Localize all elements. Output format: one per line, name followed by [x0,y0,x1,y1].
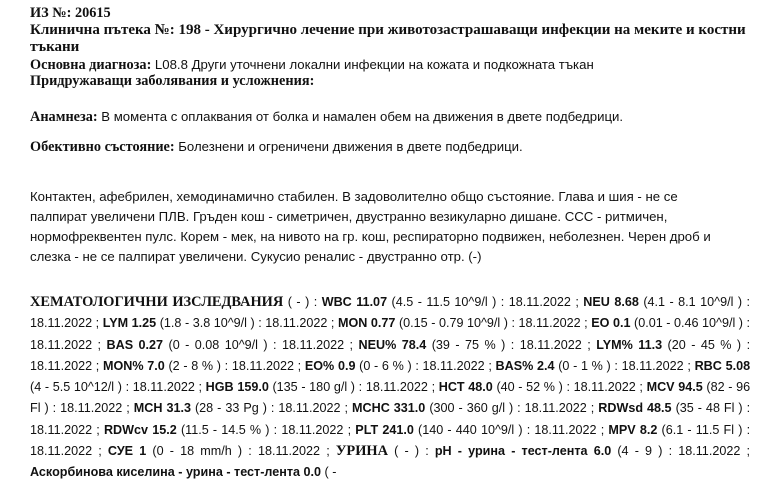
lab-test-date: 18.11.2022 [519,337,582,352]
lab-test-entry: BAS% 2.4 (0 - 1 % ) : 18.11.2022 ; [495,358,695,373]
lab-test-range: (0 - 1 % ) [558,358,611,373]
lab-test-range: (28 - 33 Pg ) [194,401,267,416]
lab-test-name: СУЕ [107,444,134,459]
lab-test-date: 18.11.2022 [132,380,195,395]
clinical-pathway-title: - Хирургично лечение при животозастрашаващи инфекции на меките и костни [200,22,746,38]
lab-test-entry [30,465,336,479]
lab-test-entry: MCV 94.5 (82 - 96 Fl ) : 18.11.2022 ; [30,380,751,416]
lab-test-value: 11.3 [638,337,663,352]
main-diagnosis-value: L08.8 Други уточнени локални инфекции на кожата и подкожната тъкан [154,57,594,72]
lab-test-date: 18.11.2022 [621,358,684,373]
lab-test-date: 18.11.2022 [278,401,341,416]
lab-test-value: 11.07 [356,295,388,309]
lab-test-value: 159.0 [237,380,269,395]
lab-test-entry: EO 0.1 (0.01 - 0.46 10^9/l ) : 18.11.2022 ; [30,316,751,352]
lab-test-entry: СУЕ 1 (0 - 18 mm/h ) : 18.11.2022 ; [107,444,336,459]
lab-test-name: WBC [321,295,352,309]
lab-test-value: 7.0 [147,358,165,373]
lab-test-name: NEU [583,295,610,309]
lab-test-name: pH - урина - тест-лента [434,444,588,459]
lab-test-range: (0.01 - 0.46 10^9/l ) [634,316,744,331]
clinical-pathway-title-cont: тъкани [30,39,80,55]
lab-test-range: (0 - 6 % ) [359,358,412,373]
lab-test-entry: BAS 0.27 (0 - 0.08 10^9/l ) : 18.11.2022 ; [106,337,359,352]
lab-test-name: BAS% [495,358,534,373]
lab-test-date: 18.11.2022 [365,380,428,395]
status-line: нормофреквентен пулс. Корем - мек, на нивото на гр. кош, респираторно подвижен, неболезнен. Черен дроб и [30,229,711,244]
objective-status-text: Болезнени и огреничени движения в двете подбедрици. [178,139,523,154]
lab-test-value: 0.9 [337,358,356,373]
lab-test-range: (4.5 - 11.5 10^9/l ) [391,295,497,309]
lab-test-value: 1 [139,444,147,459]
lab-test-entry: NEU% 78.4 (39 - 75 % ) : 18.11.2022 ; [358,337,597,352]
lab-test-range: (4.1 - 8.1 10^9/l ) [643,295,743,309]
urine-heading-suffix: ( - ) : [388,444,435,459]
lab-test-date: 18.11.2022 [265,316,328,331]
lab-test-name: MCHC [352,401,390,416]
anamnesis-text: В момента с оплаквания от болка и намален обем на движения в двете подбедрици. [101,109,624,124]
lab-test-range: (11.5 - 14.5 % ) [180,422,270,437]
lab-test-value: 241.0 [382,422,414,437]
lab-test-range: ( - [324,465,337,480]
lab-test-entry: MCHC 331.0 (300 - 360 g/l ) : 18.11.2022 ; [352,401,599,416]
anamnesis [30,108,623,126]
objective-status-label: Обективно състояние: [30,139,175,155]
lab-test-range: (6.1 - 11.5 Fl ) [661,422,743,437]
lab-test-name: RDWsd [598,401,644,416]
lab-test-entry: RDWcv 15.2 (11.5 - 14.5 % ) : 18.11.2022 ; [103,422,356,437]
lab-test-entry: WBC 11.07 (4.5 - 11.5 10^9/l ) : 18.11.2022 ; [321,295,584,309]
lab-test-date: 18.11.2022 [422,358,485,373]
lab-test-name: MCV [646,380,675,395]
lab-test-value: 0.1 [612,316,631,331]
objective-status [30,138,523,156]
main-diagnosis-label: Основна диагноза: [30,57,152,73]
lab-test-name: EO% [304,358,335,373]
lab-test-value: 78.4 [401,337,427,352]
record-id-label: ИЗ №: [30,5,72,21]
record-id [30,5,111,22]
lab-test-entry: MON% 7.0 (2 - 8 % ) : 18.11.2022 ; [102,358,305,373]
lab-test-name: RDWcv [103,422,149,437]
hematology-heading: ХЕМАТОЛОГИЧНИ ИЗСЛЕДВАНИЯ [30,294,284,310]
lab-test-date: 18.11.2022 [30,444,93,459]
lab-test-date: 18.11.2022 [30,316,93,331]
main-diagnosis [30,56,594,74]
lab-test-date: 18.11.2022 [524,401,587,416]
lab-results [30,292,750,484]
lab-test-entry: LYM 1.25 (1.8 - 3.8 10^9/l ) : 18.11.2022 ; [102,316,338,331]
comorbidities-heading [30,73,314,90]
anamnesis-label: Анамнеза: [30,109,98,125]
lab-test-date: 18.11.2022 [678,444,741,459]
hematology-heading-suffix: ( - ) : [283,295,322,309]
lab-test-date: 18.11.2022 [281,422,344,437]
lab-test-date: 18.11.2022 [534,422,597,437]
lab-test-date: 18.11.2022 [30,337,93,352]
lab-test-name: HGB [205,380,234,395]
lab-test-range: (300 - 360 g/l ) [429,401,514,416]
lab-test-name: MPV [608,422,636,437]
lab-test-date: 18.11.2022 [518,316,581,331]
lab-test-name: MCH [133,401,163,416]
lab-test-name: LYM [102,316,129,331]
lab-test-range: (82 - 96 Fl ) [30,380,751,416]
clinical-pathway-continued [30,39,79,56]
lab-test-entry: MPV 8.2 (6.1 - 11.5 Fl ) : 18.11.2022 ; [30,422,751,459]
lab-test-entry: LYM% 11.3 (20 - 45 % ) : 18.11.2022 ; [30,337,751,373]
lab-test-name: HCT [438,380,465,395]
lab-test-name: LYM% [596,337,633,352]
lab-test-date: 18.11.2022 [60,401,123,416]
lab-test-date: 18.11.2022 [573,380,636,395]
lab-test-entry: HGB 159.0 (135 - 180 g/l ) : 18.11.2022 ; [205,380,439,395]
lab-test-name: EO [591,316,610,331]
lab-test-value: 1.25 [131,316,157,331]
lab-test-range: (0.15 - 0.79 10^9/l ) [398,316,508,331]
lab-test-entry: MCH 31.3 (28 - 33 Pg ) : 18.11.2022 ; [133,401,353,416]
status-line: слезка - не се палпират увеличени. Сукусио реналис - двустранно отр. (-) [30,249,482,264]
lab-test-entry: pH - урина - тест-лента 6.0 (4 - 9 ) : 18.11.2022 ; [434,444,750,459]
lab-test-date: 18.11.2022 [231,358,294,373]
lab-test-date: 18.11.2022 [282,337,345,352]
lab-test-value: 48.5 [647,401,672,416]
lab-test-name: Аскорбинова киселина - урина - тест-лента [30,465,301,480]
lab-test-range: (0 - 18 mm/h ) [152,444,243,459]
lab-test-date: 18.11.2022 [508,295,571,309]
lab-test-date: 18.11.2022 [257,444,321,459]
comorbidities-label: Придружаващи заболявания и усложнения: [30,73,315,89]
lab-test-value: 0.77 [370,316,396,331]
lab-test-name: BAS [106,337,134,352]
lab-test-date: 18.11.2022 [30,358,93,373]
lab-test-range: (2 - 8 % ) [168,358,221,373]
lab-test-range: (1.8 - 3.8 10^9/l ) [159,316,255,331]
lab-test-value: 15.2 [152,422,177,437]
lab-test-range: (20 - 45 % ) [667,337,742,352]
lab-test-value: 331.0 [393,401,426,416]
lab-test-range: (40 - 52 % ) [496,380,563,395]
lab-test-name: MON [337,316,368,331]
lab-test-name: MON% [102,358,144,373]
lab-test-entry: PLT 241.0 (140 - 440 10^9/l ) : 18.11.2022 ; [355,422,609,437]
lab-test-entry: RBC 5.08 (4 - 5.5 10^12/l ) : 18.11.2022 ; [30,358,751,395]
lab-test-value: 8.68 [614,295,639,309]
lab-test-range: (4 - 9 ) [617,444,663,459]
hematology-tests [30,295,750,458]
lab-test-entry: EO% 0.9 (0 - 6 % ) : 18.11.2022 ; [304,358,496,373]
lab-test-date: 18.11.2022 [30,422,93,437]
lab-test-value: 5.08 [725,358,751,373]
clinical-pathway [30,22,746,39]
lab-test-name: PLT [355,422,379,437]
lab-test-entry: RDWsd 48.5 (35 - 48 Fl ) : 18.11.2022 ; [30,401,751,437]
status-line: Контактен, афебрилен, хемодинамично стабилен. В задоволително общо състояние. Глава и шия - не се [30,189,678,204]
lab-test-range: (0 - 0.08 10^9/l ) [168,337,268,352]
lab-test-range: (140 - 440 10^9/l ) [418,422,523,437]
record-id-value: 20615 [74,5,111,21]
lab-test-name: RBC [694,358,722,373]
lab-test-value: 31.3 [166,401,191,416]
lab-test-range: (35 - 48 Fl ) [675,401,743,416]
lab-test-range: (39 - 75 % ) [431,337,506,352]
lab-test-entry: NEU 8.68 (4.1 - 8.1 10^9/l ) : 18.11.2022 ; [30,295,750,331]
urine-heading: УРИНА [335,443,388,460]
lab-test-range: (4 - 5.5 10^12/l ) [30,380,122,395]
lab-test-value: 94.5 [678,380,703,395]
lab-test-value: 2.4 [537,358,555,373]
clinical-pathway-label: Клинична пътека №: 198 [30,22,201,38]
lab-test-range: (135 - 180 g/l ) [272,380,355,395]
lab-test-value: 6.0 [593,444,612,459]
lab-test-value: 48.0 [468,380,493,395]
lab-test-value: 8.2 [639,422,658,437]
lab-test-value: 0.27 [138,337,164,352]
lab-test-value: 0.0 [303,465,322,480]
lab-test-entry: HCT 48.0 (40 - 52 % ) : 18.11.2022 ; [438,380,647,395]
status-line: палпират увеличени ПЛВ. Гръден кош - симетричен, двустранно везикуларно дишане. ССС - ритмичен, [30,209,668,224]
lab-test-name: NEU% [358,337,397,352]
lab-test-entry: MON 0.77 (0.15 - 0.79 10^9/l ) : 18.11.2022 ; [337,316,592,331]
